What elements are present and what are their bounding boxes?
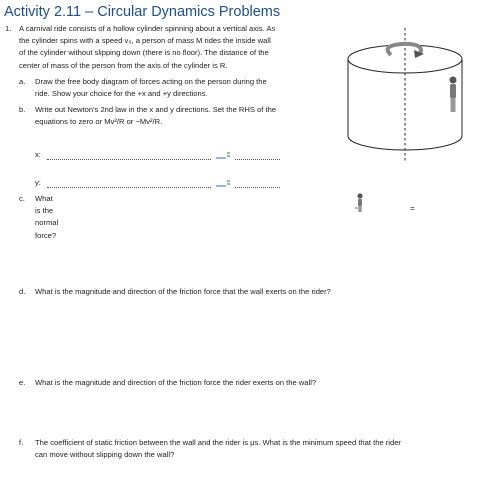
- part-text: [35, 76, 325, 100]
- part-label: c.: [19, 194, 25, 203]
- person-icon: [450, 77, 457, 113]
- problem-intro: [19, 23, 319, 72]
- intro-line: A carnival ride consists of a hollow cylinder spinning about a vertical axis. As: [19, 24, 276, 33]
- mini-person-icon: [355, 193, 365, 213]
- fill-row-y[interactable]: [35, 177, 285, 191]
- part-label: b.: [19, 105, 26, 114]
- part-text: What is the magnitude and direction of the friction force the rider exerts on the wall?: [35, 378, 317, 387]
- equation-placeholder-icon[interactable]: [215, 178, 231, 188]
- part-label: e.: [19, 378, 26, 387]
- part-line: can move without slipping down the wall?: [35, 450, 175, 460]
- part-label: f.: [19, 438, 24, 447]
- part-text: What is the magnitude and direction of the friction force that the wall exerts on the rider?: [35, 287, 331, 296]
- intro-line: center of mass of the person from the axis of the cylinder is R.: [19, 60, 228, 70]
- part-line: equations to zero or Mv²/R or −Mv²/R.: [35, 117, 163, 127]
- answer-blank-right[interactable]: [235, 187, 280, 188]
- activity-title: Activity 2.11 – Circular Dynamics Problems: [4, 4, 281, 20]
- part-label: a.: [19, 77, 26, 86]
- answer-blank-left[interactable]: [47, 159, 211, 160]
- cylinder-diagram: [344, 28, 469, 163]
- part-text: What is the normal force?: [35, 194, 59, 240]
- part-line: The coefficient of static friction between the wall and the rider is μs. What is the minimum speed that the rider: [35, 438, 401, 447]
- intro-line: the cylinder spins with a speed v₀, a person of mass M rides the inside wall: [19, 36, 271, 46]
- part-line: Write out Newton's 2nd law in the x and y directions. Set the RHS of the: [35, 105, 277, 114]
- row-variable: x:: [35, 150, 41, 159]
- part-line: Draw the free body diagram of forces acting on the person during the: [35, 77, 267, 86]
- intro-line: of the cylinder without slipping down (there is no floor). The distance of the: [19, 48, 269, 58]
- part-text: [35, 437, 495, 461]
- equals-sign: =: [410, 204, 415, 213]
- part-line: ride. Show your choice for the +x and +y directions.: [35, 89, 208, 99]
- answer-blank-right[interactable]: [235, 159, 280, 160]
- row-variable: y:: [35, 178, 41, 187]
- equation-placeholder-icon[interactable]: [215, 150, 231, 160]
- fill-row-x[interactable]: [35, 149, 285, 163]
- part-text: [35, 104, 325, 128]
- answer-blank-left[interactable]: [47, 187, 211, 188]
- part-label: d.: [19, 287, 26, 296]
- problem-number: 1.: [5, 24, 12, 33]
